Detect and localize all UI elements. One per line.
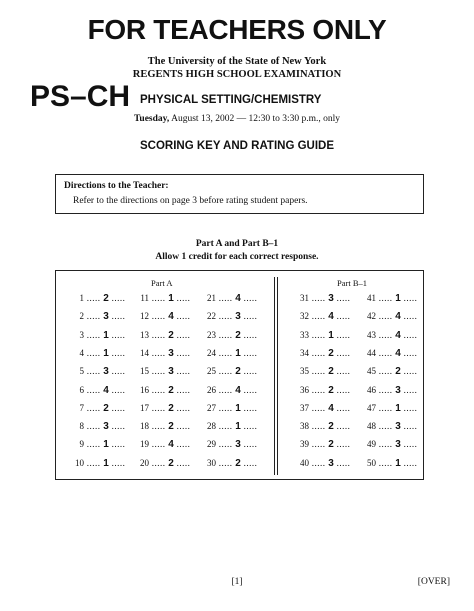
leader-dots: .....: [108, 384, 126, 395]
question-number: 20: [140, 457, 149, 468]
question-number: 9: [79, 439, 84, 450]
answer-entry: [129, 330, 190, 341]
leader-dots: .....: [173, 329, 191, 340]
leader-dots: .....: [149, 311, 169, 322]
answer-value: 3: [168, 366, 174, 378]
leader-dots: .....: [400, 384, 418, 395]
leader-dots: .....: [84, 311, 104, 322]
leader-dots: .....: [149, 293, 169, 303]
leader-dots: .....: [173, 366, 191, 377]
question-number: 46: [367, 384, 376, 395]
answer-entry: [289, 385, 350, 396]
exam-name: REGENTS HIGH SCHOOL EXAMINATION: [132, 69, 342, 80]
leader-dots: .....: [376, 457, 396, 468]
leader-dots: .....: [240, 293, 258, 303]
answer-value: 4: [103, 384, 109, 396]
answer-entry: [289, 458, 350, 469]
answer-entry: [64, 439, 125, 450]
leader-dots: .....: [309, 329, 329, 340]
leader-dots: .....: [149, 402, 169, 413]
answer-entry: [289, 439, 350, 450]
answer-value: 4: [395, 347, 401, 359]
answer-value: 2: [395, 366, 401, 378]
answer-value: 2: [328, 347, 334, 359]
answer-value: 3: [168, 347, 174, 359]
question-number: 49: [367, 439, 376, 450]
question-number: 34: [300, 347, 309, 358]
exam-code: PS–CH: [30, 80, 131, 113]
leader-dots: .....: [309, 402, 329, 413]
leader-dots: .....: [333, 402, 351, 413]
section-divider: [274, 277, 278, 475]
answer-entry: [356, 311, 417, 322]
answer-value: 3: [328, 457, 334, 469]
question-number: 38: [300, 421, 309, 432]
answer-entry: [129, 311, 190, 322]
answer-value: 2: [168, 402, 174, 414]
answer-entry: [129, 458, 190, 469]
leader-dots: .....: [149, 439, 169, 450]
question-number: 47: [367, 402, 376, 413]
leader-dots: .....: [173, 384, 191, 395]
leader-dots: .....: [173, 311, 191, 322]
leader-dots: .....: [240, 366, 258, 377]
question-number: 21: [207, 293, 216, 303]
leader-dots: .....: [108, 421, 126, 432]
question-number: 4: [79, 347, 84, 358]
answer-entry: [64, 311, 125, 322]
answer-entry: [196, 421, 257, 432]
leader-dots: .....: [108, 329, 126, 340]
answer-value: 2: [235, 329, 241, 341]
leader-dots: .....: [108, 457, 126, 468]
question-number: 24: [207, 347, 216, 358]
leader-dots: .....: [149, 347, 169, 358]
answer-value: 1: [103, 347, 109, 359]
leader-dots: .....: [84, 384, 104, 395]
question-number: 25: [207, 366, 216, 377]
answer-entry: [196, 311, 257, 322]
answer-value: 4: [168, 311, 174, 323]
leader-dots: .....: [333, 439, 351, 450]
answer-value: 3: [395, 384, 401, 396]
answer-entry: [64, 348, 125, 359]
leader-dots: .....: [240, 329, 258, 340]
question-number: 19: [140, 439, 149, 450]
answer-value: 3: [328, 293, 334, 304]
answer-value: 2: [103, 293, 109, 304]
answer-value: 1: [168, 293, 174, 304]
leader-dots: .....: [309, 366, 329, 377]
leader-dots: .....: [173, 402, 191, 413]
leader-dots: .....: [240, 347, 258, 358]
leader-dots: .....: [108, 347, 126, 358]
answer-entry: [64, 366, 125, 377]
answer-entry: [129, 293, 190, 304]
question-number: 22: [207, 311, 216, 322]
exam-time: August 13, 2002 — 12:30 to 3:30 p.m., only: [169, 114, 341, 124]
guide-title: SCORING KEY AND RATING GUIDE: [139, 140, 335, 152]
question-number: 39: [300, 439, 309, 450]
answer-value: 2: [328, 384, 334, 396]
answer-entry: [196, 330, 257, 341]
leader-dots: .....: [333, 293, 351, 303]
question-number: 12: [140, 311, 149, 322]
credit-note: Allow 1 credit for each correct response.: [155, 252, 319, 262]
leader-dots: .....: [400, 439, 418, 450]
subject-title: PHYSICAL SETTING/CHEMISTRY: [140, 94, 322, 106]
answer-entry: [289, 348, 350, 359]
leader-dots: .....: [216, 293, 236, 303]
answer-entry: [64, 293, 125, 304]
leader-dots: .....: [309, 457, 329, 468]
answer-value: 3: [103, 366, 109, 378]
leader-dots: .....: [173, 439, 191, 450]
question-number: 7: [79, 402, 84, 413]
answer-entry: [289, 330, 350, 341]
leader-dots: .....: [108, 439, 126, 450]
answer-value: 3: [103, 311, 109, 323]
answer-value: 1: [395, 457, 401, 469]
exam-date: [0, 114, 474, 124]
answer-entry: [196, 403, 257, 414]
leader-dots: .....: [376, 402, 396, 413]
leader-dots: .....: [173, 347, 191, 358]
answer-value: 1: [395, 293, 401, 304]
answer-entry: [64, 458, 125, 469]
answer-value: 2: [103, 402, 109, 414]
question-number: 5: [79, 366, 84, 377]
question-number: 15: [140, 366, 149, 377]
answer-key-box: [55, 270, 424, 480]
answer-value: 1: [395, 402, 401, 414]
answer-entry: [356, 439, 417, 450]
exam-day: Tuesday,: [133, 114, 170, 124]
leader-dots: .....: [149, 329, 169, 340]
answer-entry: [289, 293, 350, 304]
question-number: 26: [207, 384, 216, 395]
answer-entry: [289, 403, 350, 414]
leader-dots: .....: [376, 293, 396, 303]
answer-entry: [129, 385, 190, 396]
question-number: 1: [79, 293, 84, 303]
leader-dots: .....: [84, 402, 104, 413]
leader-dots: .....: [400, 421, 418, 432]
leader-dots: .....: [240, 439, 258, 450]
question-number: 35: [300, 366, 309, 377]
answer-entry: [356, 293, 417, 304]
answer-entry: [196, 385, 257, 396]
question-number: 13: [140, 329, 149, 340]
leader-dots: .....: [333, 384, 351, 395]
answer-entry: [356, 366, 417, 377]
leader-dots: .....: [309, 311, 329, 322]
answer-value: 2: [168, 384, 174, 396]
leader-dots: .....: [173, 421, 191, 432]
answer-entry: [129, 403, 190, 414]
answer-entry: [289, 421, 350, 432]
leader-dots: .....: [400, 366, 418, 377]
directions-box: [55, 174, 424, 214]
answer-entry: [196, 366, 257, 377]
question-number: 14: [140, 347, 149, 358]
answer-entry: [196, 293, 257, 304]
answer-value: 3: [395, 421, 401, 433]
leader-dots: .....: [216, 439, 236, 450]
answer-value: 1: [103, 439, 109, 451]
answer-value: 2: [168, 457, 174, 469]
answer-value: 4: [395, 311, 401, 323]
leader-dots: .....: [309, 421, 329, 432]
leader-dots: .....: [400, 402, 418, 413]
question-number: 33: [300, 329, 309, 340]
question-number: 42: [367, 311, 376, 322]
leader-dots: .....: [400, 347, 418, 358]
answer-entry: [129, 439, 190, 450]
leader-dots: .....: [376, 366, 396, 377]
leader-dots: .....: [173, 293, 191, 303]
leader-dots: .....: [333, 311, 351, 322]
leader-dots: .....: [108, 311, 126, 322]
part-b1-label: Part B–1: [337, 278, 367, 288]
question-number: 44: [367, 347, 376, 358]
answer-value: 1: [328, 329, 334, 341]
question-number: 23: [207, 329, 216, 340]
question-number: 37: [300, 402, 309, 413]
answer-entry: [356, 421, 417, 432]
question-number: 50: [367, 457, 376, 468]
leader-dots: .....: [240, 421, 258, 432]
leader-dots: .....: [376, 329, 396, 340]
answer-entry: [356, 458, 417, 469]
leader-dots: .....: [108, 293, 126, 303]
leader-dots: .....: [84, 366, 104, 377]
question-number: 16: [140, 384, 149, 395]
leader-dots: .....: [108, 366, 126, 377]
leader-dots: .....: [84, 347, 104, 358]
answer-value: 2: [168, 329, 174, 341]
leader-dots: .....: [309, 439, 329, 450]
question-number: 40: [300, 457, 309, 468]
answer-entry: [289, 311, 350, 322]
leader-dots: .....: [216, 311, 236, 322]
answer-value: 3: [395, 439, 401, 451]
leader-dots: .....: [376, 384, 396, 395]
answer-value: 3: [235, 439, 241, 451]
answer-value: 1: [103, 457, 109, 469]
leader-dots: .....: [216, 366, 236, 377]
answer-entry: [64, 403, 125, 414]
parts-heading: Part A and Part B–1: [195, 239, 279, 249]
leader-dots: .....: [309, 384, 329, 395]
answer-value: 4: [235, 384, 241, 396]
answer-entry: [129, 366, 190, 377]
question-number: 36: [300, 384, 309, 395]
question-number: 11: [140, 293, 149, 303]
answer-value: 1: [235, 347, 241, 359]
leader-dots: .....: [376, 347, 396, 358]
leader-dots: .....: [149, 384, 169, 395]
leader-dots: .....: [333, 457, 351, 468]
answer-value: 1: [235, 421, 241, 433]
answer-value: 4: [395, 329, 401, 341]
question-number: 17: [140, 402, 149, 413]
answer-value: 4: [235, 293, 241, 304]
question-number: 32: [300, 311, 309, 322]
leader-dots: .....: [240, 384, 258, 395]
question-number: 41: [367, 293, 376, 303]
question-number: 28: [207, 421, 216, 432]
leader-dots: .....: [216, 384, 236, 395]
question-number: 45: [367, 366, 376, 377]
leader-dots: .....: [240, 311, 258, 322]
leader-dots: .....: [84, 293, 104, 303]
question-number: 29: [207, 439, 216, 450]
question-number: 3: [79, 329, 84, 340]
leader-dots: .....: [216, 402, 236, 413]
leader-dots: .....: [84, 439, 104, 450]
leader-dots: .....: [84, 457, 104, 468]
directions-title: Directions to the Teacher:: [64, 181, 169, 191]
answer-entry: [356, 403, 417, 414]
part-a-label: Part A: [151, 278, 173, 288]
answer-value: 4: [328, 402, 334, 414]
question-number: 2: [79, 311, 84, 322]
leader-dots: .....: [309, 347, 329, 358]
answer-entry: [64, 385, 125, 396]
leader-dots: .....: [84, 421, 104, 432]
leader-dots: .....: [333, 421, 351, 432]
answer-value: 2: [328, 366, 334, 378]
leader-dots: .....: [216, 457, 236, 468]
answer-value: 2: [235, 366, 241, 378]
answer-entry: [64, 330, 125, 341]
question-number: 48: [367, 421, 376, 432]
answer-entry: [129, 421, 190, 432]
leader-dots: .....: [84, 329, 104, 340]
directions-text: Refer to the directions on page 3 before rating student papers.: [73, 196, 308, 206]
over-marker: [OVER]: [417, 577, 450, 587]
leader-dots: .....: [400, 311, 418, 322]
leader-dots: .....: [216, 329, 236, 340]
leader-dots: .....: [149, 457, 169, 468]
leader-dots: .....: [108, 402, 126, 413]
leader-dots: .....: [240, 402, 258, 413]
answer-entry: [356, 348, 417, 359]
leader-dots: .....: [149, 421, 169, 432]
leader-dots: .....: [400, 457, 418, 468]
leader-dots: .....: [333, 329, 351, 340]
page-number: [1]: [231, 577, 243, 587]
question-number: 30: [207, 457, 216, 468]
question-number: 27: [207, 402, 216, 413]
answer-value: 1: [103, 329, 109, 341]
question-number: 43: [367, 329, 376, 340]
leader-dots: .....: [309, 293, 329, 303]
answer-value: 4: [168, 439, 174, 451]
answer-value: 2: [168, 421, 174, 433]
leader-dots: .....: [400, 293, 418, 303]
answer-entry: [289, 366, 350, 377]
answer-entry: [196, 439, 257, 450]
answer-entry: [196, 458, 257, 469]
leader-dots: .....: [216, 421, 236, 432]
answer-value: 1: [235, 402, 241, 414]
answer-value: 2: [328, 421, 334, 433]
question-number: 18: [140, 421, 149, 432]
answer-entry: [356, 385, 417, 396]
leader-dots: .....: [149, 366, 169, 377]
leader-dots: .....: [173, 457, 191, 468]
answer-value: 2: [328, 439, 334, 451]
leader-dots: .....: [333, 347, 351, 358]
answer-value: 3: [235, 311, 241, 323]
leader-dots: .....: [333, 366, 351, 377]
answer-value: 4: [328, 311, 334, 323]
question-number: 8: [79, 421, 84, 432]
answer-value: 2: [235, 457, 241, 469]
leader-dots: .....: [376, 421, 396, 432]
answer-value: 3: [103, 421, 109, 433]
answer-entry: [196, 348, 257, 359]
answer-entry: [129, 348, 190, 359]
question-number: 6: [79, 384, 84, 395]
leader-dots: .....: [216, 347, 236, 358]
question-number: 31: [300, 293, 309, 303]
leader-dots: .....: [400, 329, 418, 340]
leader-dots: .....: [240, 457, 258, 468]
banner-title: FOR TEACHERS ONLY: [87, 14, 387, 45]
leader-dots: .....: [376, 439, 396, 450]
answer-entry: [356, 330, 417, 341]
leader-dots: .....: [376, 311, 396, 322]
answer-entry: [64, 421, 125, 432]
institution: The University of the State of New York: [147, 56, 327, 67]
question-number: 10: [75, 457, 84, 468]
